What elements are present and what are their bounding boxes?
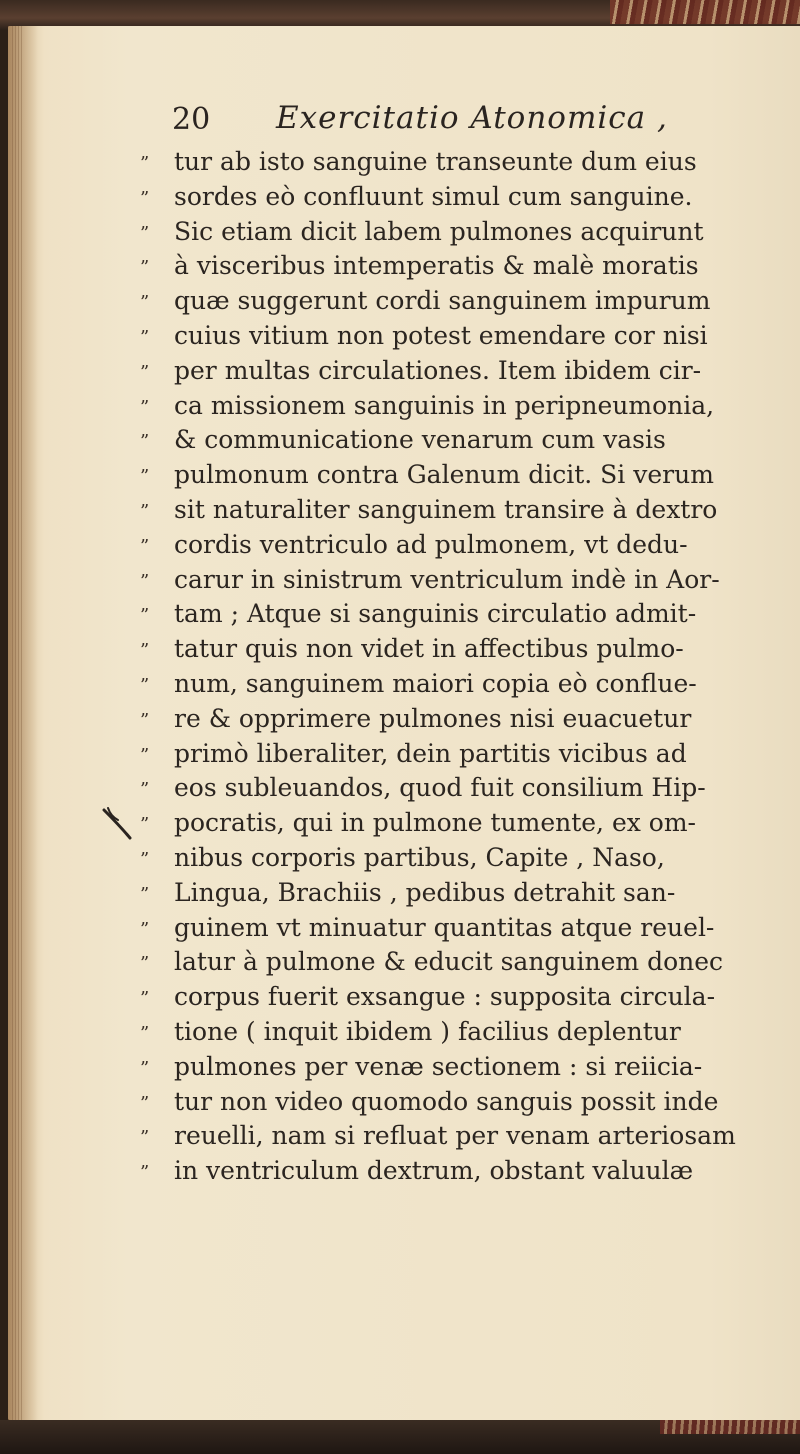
quote-mark: ” (140, 744, 150, 766)
text-line (140, 771, 760, 806)
text-line (140, 458, 760, 493)
quote-mark: ” (140, 292, 150, 314)
page-edges-bottom (660, 1420, 800, 1434)
page-edges-top (610, 0, 800, 24)
line-text: pulmones per venæ sectionem : si reiicia- (174, 1051, 703, 1081)
text-line (140, 215, 760, 250)
line-text: tur ab isto sanguine transeunte dum eius (174, 147, 697, 176)
text-line (140, 737, 760, 772)
line-text: sordes eò confluunt simul cum sanguine. (174, 181, 693, 211)
quote-mark: ” (140, 257, 150, 279)
line-text: corpus fuerit exsangue : supposita circula- (174, 982, 716, 1012)
line-text: num, sanguinem maiori copia eò conflue- (174, 668, 697, 698)
text-line (140, 702, 760, 737)
line-text: pocratis, qui in pulmone tumente, ex om- (174, 808, 696, 838)
text-line (140, 1119, 760, 1154)
line-text: pulmonum contra Galenum dicit. Si verum (174, 460, 714, 490)
line-text: tione ( inquit ibidem ) facilius deplentur (174, 1016, 681, 1046)
line-text: ca missionem sanguinis in peripneumonia, (174, 390, 715, 420)
text-line (140, 945, 760, 980)
quote-mark: ” (140, 570, 150, 592)
text-line (140, 841, 760, 876)
text-line (140, 389, 760, 424)
line-text: carur in sinistrum ventriculum indè in Aor- (174, 564, 720, 594)
text-line (140, 806, 760, 841)
line-text: tatur quis non videt in affectibus pulmo- (174, 634, 684, 664)
text-line (140, 528, 760, 563)
line-text: cordis ventriculo ad pulmonem, vt dedu- (174, 529, 688, 559)
text-line (140, 319, 760, 354)
line-text: reuelli, nam si refluat per venam arteriosam (174, 1121, 736, 1151)
quote-mark: ” (140, 918, 150, 940)
quote-mark: ” (140, 883, 150, 905)
quote-mark: ” (140, 848, 150, 870)
text-line (140, 180, 760, 215)
text-line (140, 354, 760, 389)
line-text: & communicatione venarum cum vasis (174, 425, 666, 455)
quote-mark: ” (140, 153, 150, 174)
line-text: sit naturaliter sanguinem transire à dextro (174, 494, 718, 524)
text-line (140, 1050, 760, 1085)
quote-mark: ” (140, 605, 150, 627)
quote-mark: ” (140, 674, 150, 696)
quote-mark: ” (140, 396, 150, 418)
line-text: per multas circulationes. Item ibidem cir- (174, 355, 702, 385)
line-text: guinem vt minuatur quantitas atque reuel- (174, 912, 715, 942)
quote-mark: ” (140, 187, 150, 209)
line-text: quæ suggerunt cordi sanguinem impurum (174, 286, 711, 316)
text-line (140, 876, 760, 911)
text-line (140, 667, 760, 702)
quote-mark: ” (140, 500, 150, 522)
quote-mark: ” (140, 953, 150, 975)
line-text: in ventriculum dextrum, obstant valuulæ (174, 1156, 694, 1186)
page-number: 20 (172, 102, 211, 137)
page-header (172, 98, 712, 142)
line-text: latur à pulmone & educit sanguinem donec (174, 947, 724, 977)
book-bottom-edge (0, 1420, 800, 1454)
quote-mark: ” (140, 1092, 150, 1114)
line-text: Lingua, Brachiis , pedibus detrahit san- (174, 877, 676, 907)
text-line (140, 597, 760, 632)
quote-mark: ” (140, 431, 150, 453)
quote-mark: ” (140, 814, 150, 836)
text-line (140, 1085, 760, 1120)
text-line (140, 249, 760, 284)
quote-mark: ” (140, 361, 150, 383)
text-line (140, 632, 760, 667)
text-line (140, 1154, 760, 1189)
text-line (140, 563, 760, 598)
line-text: tur non video quomodo sanguis possit inde (174, 1086, 719, 1116)
line-text: re & opprimere pulmones nisi euacuetur (174, 703, 692, 733)
quote-mark: ” (140, 988, 150, 1010)
line-text: eos subleuandos, quod fuit consilium Hip- (174, 773, 706, 803)
quote-mark: ” (140, 640, 150, 662)
line-text: nibus corporis partibus, Capite , Naso, (174, 842, 665, 872)
ink-mark-icon (100, 806, 134, 842)
line-text: primò liberaliter, dein partitis vicibus ad (174, 738, 687, 768)
text-line (140, 1015, 760, 1050)
quote-mark: ” (140, 466, 150, 488)
text-line (140, 911, 760, 946)
quote-mark: ” (140, 1022, 150, 1044)
text-line (140, 145, 760, 180)
text-line (140, 423, 760, 458)
quote-mark: ” (140, 1127, 150, 1149)
text-line (140, 980, 760, 1015)
line-text: à visceribus intemperatis & malè moratis (174, 251, 699, 281)
line-text: Sic etiam dicit labem pulmones acquirunt (174, 216, 704, 246)
quote-mark: ” (140, 1162, 150, 1184)
quote-mark: ” (140, 535, 150, 557)
text-line (140, 284, 760, 319)
quote-mark: ” (140, 222, 150, 244)
line-text: cuius vitium non potest emendare cor nisi (174, 320, 708, 350)
page-edge-lines (12, 26, 22, 1420)
running-title: Exercitatio Atonomica , (276, 100, 668, 136)
line-text: tam ; Atque si sanguinis circulatio admit- (174, 599, 697, 629)
quote-mark: ” (140, 709, 150, 731)
quote-mark: ” (140, 1057, 150, 1079)
text-block (140, 145, 760, 1189)
quote-mark: ” (140, 779, 150, 801)
quote-mark: ” (140, 326, 150, 348)
text-line (140, 493, 760, 528)
